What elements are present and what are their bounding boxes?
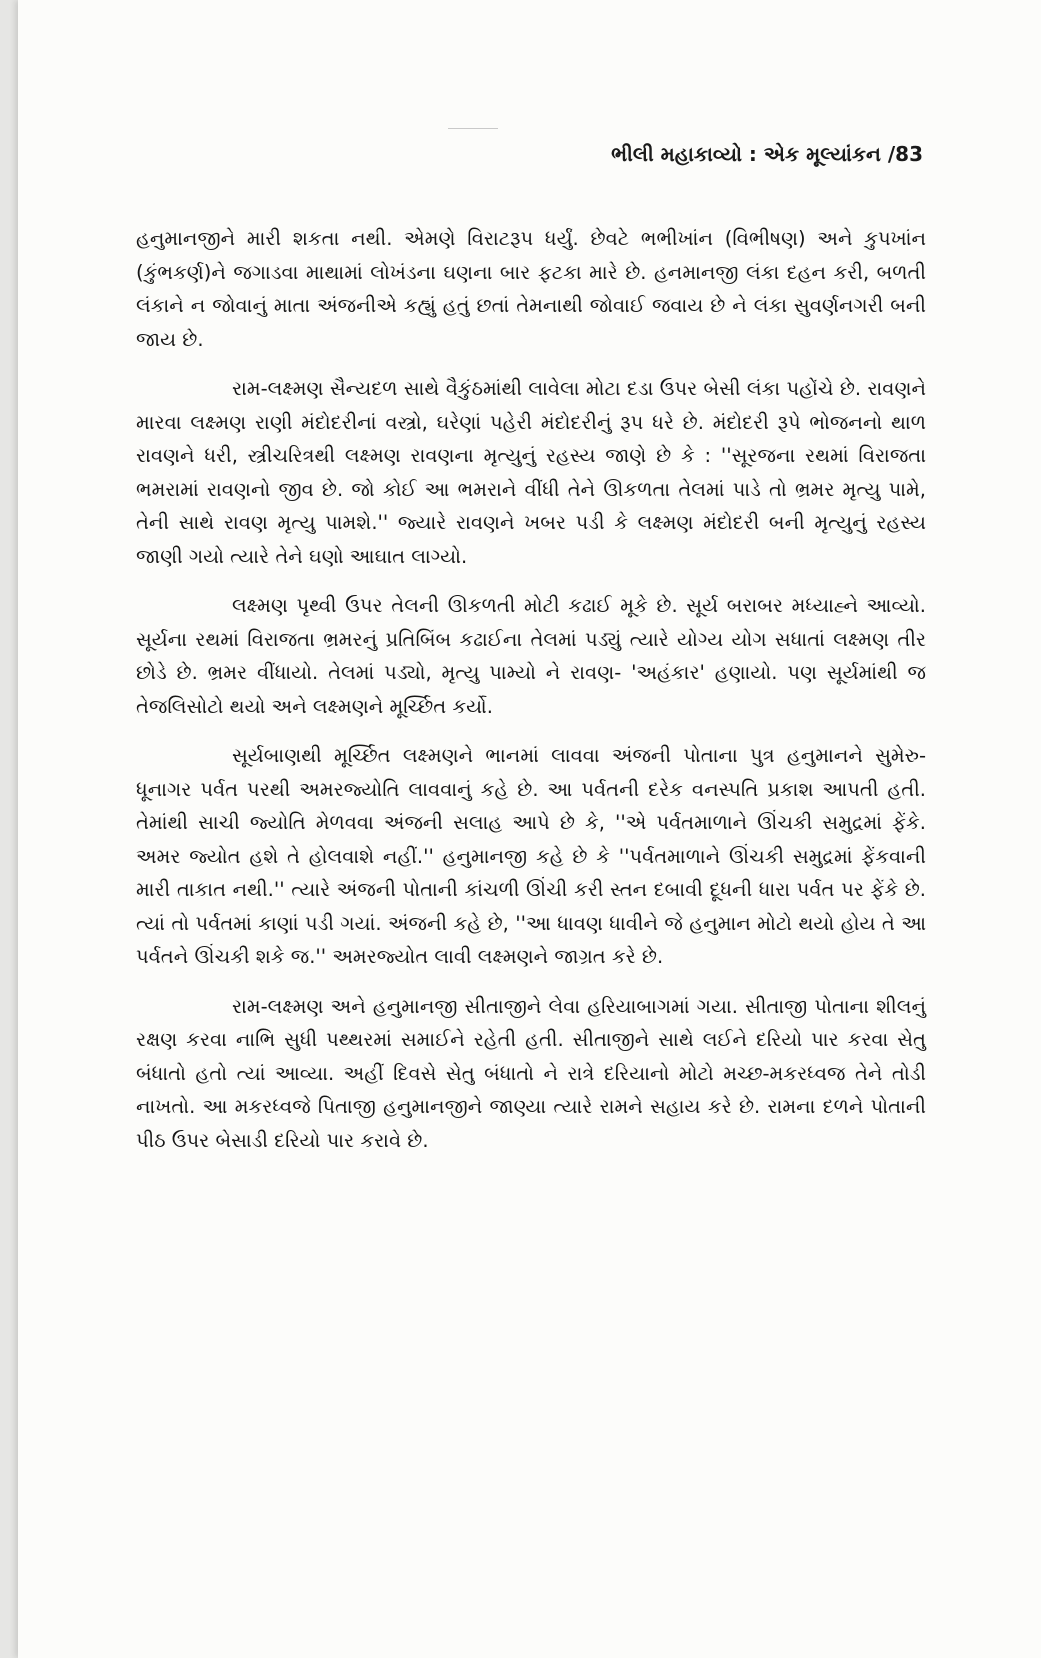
book-page <box>18 0 1041 1658</box>
running-header: ભીલી મહાકાવ્યો : એક મૂલ્યાંકન /83 <box>611 142 923 166</box>
paragraph-3: લક્ષ્મણ પૃથ્વી ઉપર તેલની ઊકળતી મોટી કઢાઈ મૂકે છે. સૂર્ય બરાબર મધ્યાહ્ને આવ્યો. સૂર્યના રથમાં વિરાજતા ભ્રમરનું પ્રતિબિંબ કઢાઈના તેલમાં પડ્યું ત્યારે યોગ્ય યોગ સધાતાં લક્ષ્મણ તીર છોડે છે. ભ્રમર વીંધાયો. તેલમાં પડ્યો, મૃત્યુ પામ્યો ને રાવણ- 'અહંકાર' હણાયો. પણ સૂર્યમાંથી જ તેજલિસોટો થયો અને લક્ષ્મણને મૂર્ચ્છિત કર્યો. <box>136 594 926 718</box>
page-body <box>136 222 926 1173</box>
paragraph-1: હનુમાનજીને મારી શકતા નથી. એમણે વિરાટરૂપ ધર્યું. છેવટે ભભીખાંન (વિભીષણ) અને કુપખાંન (કુંભકર્ણ)ને જગાડવા માથામાં લોખંડના ઘણના બાર ફટકા મારે છે. હનમાનજી લંકા દહન કરી, બળતી લંકાને ન જોવાનું માતા અંજનીએ કહ્યું હતું છતાં તેમનાથી જોવાઈ જવાય છે ને લંકા સુવર્ણનગરી બની જાય છે. <box>136 227 926 351</box>
paragraph-2: રામ-લક્ષ્મણ સૈન્યદળ સાથે વૈકુંઠમાંથી લાવેલા મોટા દડા ઉપર બેસી લંકા પહોંચે છે. રાવણને મારવા લક્ષ્મણ રાણી મંદોદરીનાં વસ્ત્રો, ઘરેણાં પહેરી મંદોદરીનું રૂપ ધરે છે. મંદોદરી રૂપે ભોજનનો થાળ રાવણને ધરી, સ્ત્રીચરિત્રથી લક્ષ્મણ રાવણના મૃત્યુનું રહસ્ય જાણે છે કે : ''સૂરજના રથમાં વિરાજતા ભમરામાં રાવણનો જીવ છે. જો કોઈ આ ભમરાને વીંધી તેને ઊકળતા તેલમાં પાડે તો ભ્રમર મૃત્યુ પામે, તેની સાથે રાવણ મૃત્યુ પામશે.'' જ્યારે રાવણને ખબર પડી કે લક્ષ્મણ મંદોદરી બની મૃત્યુનું રહસ્ય જાણી ગયો ત્યારે તેને ઘણો આઘાત લાગ્યો. <box>136 377 926 568</box>
paragraph-5: રામ-લક્ષ્મણ અને હનુમાનજી સીતાજીને લેવા હરિયાબાગમાં ગયા. સીતાજી પોતાના શીલનું રક્ષણ કરવા નાભિ સુધી પથ્થરમાં સમાઈને રહેતી હતી. સીતાજીને સાથે લઈને દરિયો પાર કરવા સેતુ બંધાતો હતો ત્યાં આવ્યા. અહીં દિવસે સેતુ બંધાતો ને રાત્રે દરિયાનો મોટો મચ્છ-મકરધ્વજ તેને તોડી નાખતો. આ મકરધ્વજે પિતાજી હનુમાનજીને જાણ્યા ત્યારે રામને સહાય કરે છે. રામના દળને પોતાની પીઠ ઉપર બેસાડી દરિયો પાર કરાવે છે. <box>136 994 926 1152</box>
paragraph-4: સૂર્યબાણથી મૂર્ચ્છિત લક્ષ્મણને ભાનમાં લાવવા અંજની પોતાના પુત્ર હનુમાનને સુમેરુ-ધૂનાગર પર્વત પરથી અમરજ્યોતિ લાવવાનું કહે છે. આ પર્વતની દરેક વનસ્પતિ પ્રકાશ આપતી હતી. તેમાંથી સાચી જ્યોતિ મેળવવા અંજની સલાહ આપે છે કે, ''એ પર્વતમાળાને ઊંચકી સમુદ્રમાં ફેંકે. અમર જ્યોત હશે તે હોલવાશે નહીં.'' હનુમાનજી કહે છે કે ''પર્વતમાળાને ઊંચકી સમુદ્રમાં ફેંકવાની મારી તાકાત નથી.'' ત્યારે અંજની પોતાની કાંચળી ઊંચી કરી સ્તન દબાવી દૂધની ધારા પર્વત પર ફેંકે છે. ત્યાં તો પર્વતમાં કાણાં પડી ગયાં. અંજની કહે છે, ''આ ધાવણ ધાવીને જે હનુમાન મોટો થયો હોય તે આ પર્વતને ઊંચકી શકે જ.'' અમરજ્યોત લાવી લક્ષ્મણને જાગ્રત કરે છે. <box>136 744 926 968</box>
header-divider <box>448 128 498 129</box>
